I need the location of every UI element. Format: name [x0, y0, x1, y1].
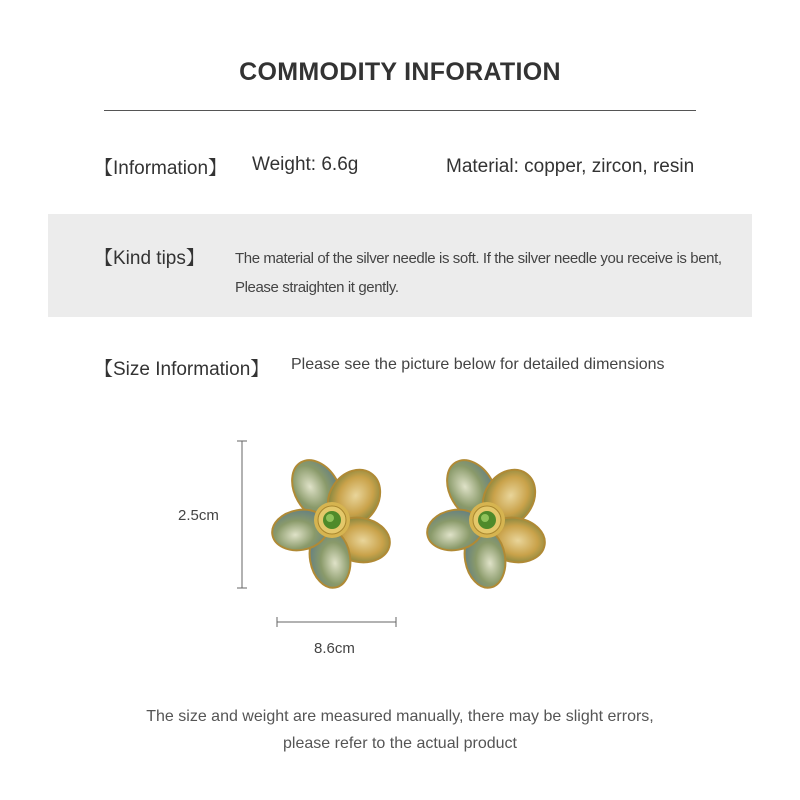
- earring-right-image: [425, 458, 550, 590]
- measurement-note-line-1: The size and weight are measured manually, there may be slight errors,: [146, 708, 654, 725]
- page-title: COMMODITY INFORATION: [239, 58, 561, 86]
- height-dimension-label: 2.5cm: [178, 507, 219, 524]
- kind-tips-label: 【Kind tips】: [94, 248, 205, 269]
- size-information-text: Please see the picture below for detailed dimensions: [291, 356, 665, 373]
- measurement-note: [0, 703, 800, 757]
- information-label: 【Information】: [94, 158, 228, 179]
- measurement-note-line-2: please refer to the actual product: [283, 735, 517, 752]
- weight-value: Weight: 6.6g: [252, 154, 359, 175]
- earring-left-image: [270, 458, 395, 590]
- size-information-label: 【Size Information】: [94, 359, 270, 380]
- width-dimension-label: 8.6cm: [314, 640, 355, 657]
- material-value: Material: copper, zircon, resin: [446, 156, 695, 177]
- kind-tips-line-1: The material of the silver needle is soft. If the silver needle you receive is bent,: [235, 250, 722, 267]
- kind-tips-line-2: Please straighten it gently.: [235, 279, 399, 296]
